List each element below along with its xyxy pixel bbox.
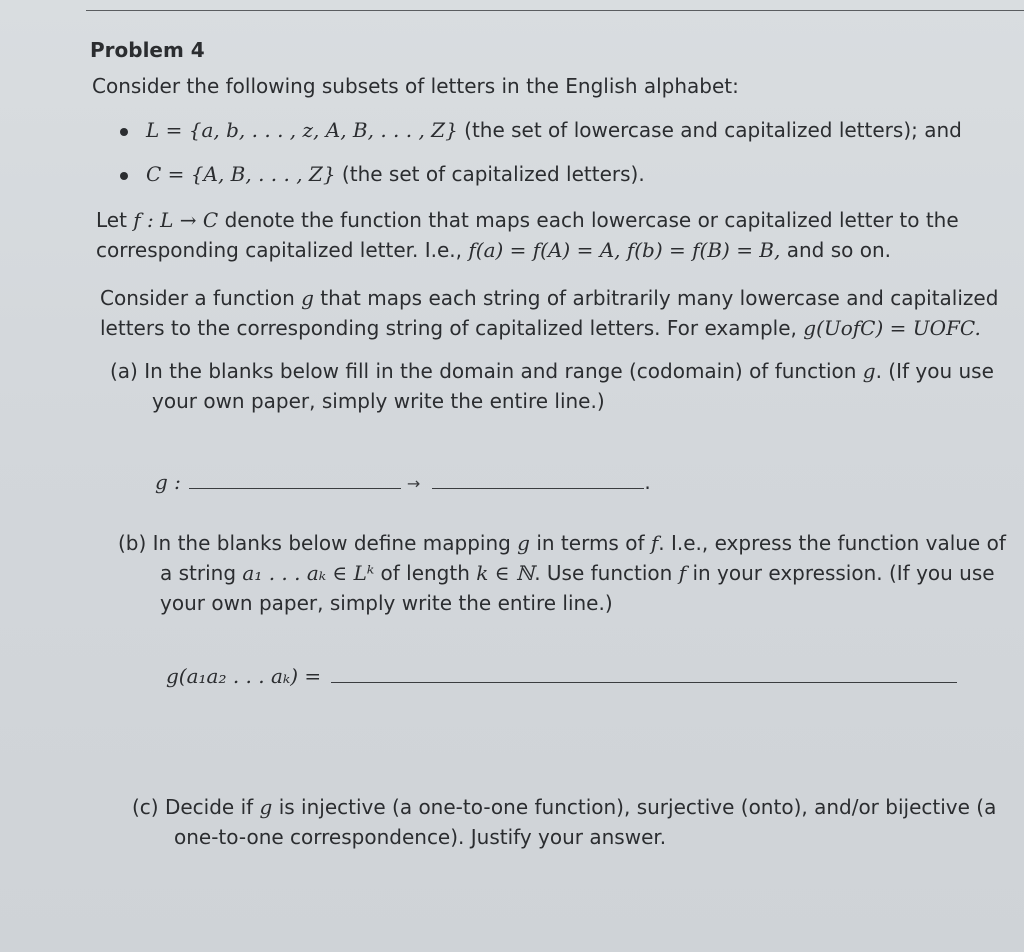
text-run: in your expression. (If you use [686,561,995,585]
text-run: one-to-one correspondence). Justify your answer. [174,825,667,849]
bullet-item-c [120,162,645,186]
bullet-icon [120,128,128,136]
part-a [110,356,994,416]
text-run: letters to the corresponding string of capitalized letters. For example, [100,316,804,340]
text-run: a string [160,561,243,585]
math-run: f : L → C [133,208,219,232]
text-run: of length [374,561,477,585]
math-run: g(UofC) = UOFC. [803,316,981,340]
math-run: f(a) = f(A) = A, f(b) = f(B) = B, [468,238,781,262]
math-run: f [678,561,687,585]
math-run: g [862,359,876,383]
function-g-paragraph [100,283,998,343]
text-run: your own paper, simply write the entire line.) [152,389,605,413]
text-run: and so on. [780,238,891,262]
part-b [118,528,1006,618]
part-c [132,792,996,852]
g-equation-label: g(a₁a₂ . . . aₖ) = [166,664,322,688]
text-run: Consider a function [100,286,302,310]
math-run: g [259,795,273,819]
text-run: denote the function that maps each lowercase or capitalized letter to the [218,208,959,232]
g-definition-blank[interactable] [331,664,957,683]
arrow-icon: → [406,474,421,493]
text-run: (b) In the blanks below define mapping [118,531,518,555]
text-run: . (If you use [875,359,994,383]
set-c-description: (the set of capitalized letters). [335,162,645,186]
domain-blank[interactable] [189,470,401,489]
text-run: . Use function [534,561,679,585]
set-l-definition: L = {a, b, . . . , z, A, B, . . . , Z} [146,118,458,142]
math-run: k ∈ ℕ [476,561,535,585]
bullet-icon [120,172,128,180]
text-run: in terms of [529,531,651,555]
math-run: a₁ . . . aₖ ∈ Lᵏ [242,561,375,585]
set-l-description: (the set of lowercase and capitalized letters); and [457,118,962,142]
set-c-definition: C = {A, B, . . . , Z} [146,162,336,186]
math-run: g [301,286,314,310]
function-f-paragraph [96,205,959,265]
math-run: f [650,531,659,555]
g-mapping-line [155,470,651,494]
text-run: corresponding capitalized letter. I.e., [96,238,469,262]
text-run: . I.e., express the function value of [658,531,1006,555]
codomain-blank[interactable] [432,470,644,489]
g-label: g : [155,470,181,494]
text-run: that maps each string of arbitrarily many lowercase and capitalized [313,286,999,310]
text-run: your own paper, simply write the entire line.) [160,591,613,615]
text-run: Let [96,208,134,232]
top-divider [86,10,1024,11]
text-run: (c) Decide if [132,795,260,819]
text-run: is injective (a one-to-one function), surjective (onto), and/or bijective (a [272,795,997,819]
math-run: g [517,531,530,555]
period-mark: . [644,470,651,494]
problem-title: Problem 4 [90,38,205,62]
intro-text: Consider the following subsets of letters in the English alphabet: [92,74,739,98]
bullet-item-l [120,118,962,142]
g-definition-line [166,664,957,688]
text-run: (a) In the blanks below fill in the domain and range (codomain) of function [110,359,863,383]
